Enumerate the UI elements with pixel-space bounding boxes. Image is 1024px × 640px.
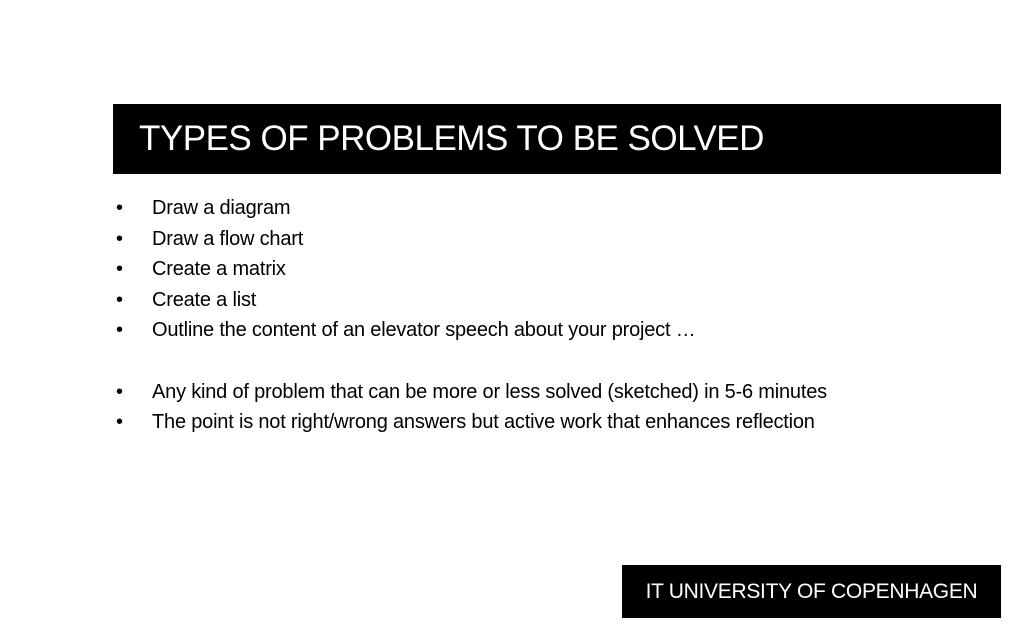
bullet-icon: • xyxy=(116,197,123,219)
list-item xyxy=(113,377,893,408)
slide-title: TYPES OF PROBLEMS TO BE SOLVED xyxy=(139,119,764,158)
bullet-icon: • xyxy=(116,411,123,434)
list-item xyxy=(113,224,893,255)
list-item xyxy=(113,315,893,346)
title-bar xyxy=(113,104,1001,174)
bullet-icon: • xyxy=(116,380,123,403)
list-item xyxy=(113,407,893,438)
list-item-text: Outline the content of an elevator speech about your project … xyxy=(152,319,696,342)
footer-logo-box xyxy=(622,565,1001,618)
list-item-text: Create a matrix xyxy=(152,258,286,281)
bullet-icon: • xyxy=(116,258,123,281)
list-item xyxy=(113,285,893,316)
bullet-icon: • xyxy=(116,227,123,250)
list-item xyxy=(113,193,893,224)
bullet-list xyxy=(113,193,893,438)
list-spacer xyxy=(113,346,893,377)
footer-institution: IT UNIVERSITY OF COPENHAGEN xyxy=(645,579,978,603)
list-item xyxy=(113,254,893,285)
list-item-text: Draw a flow chart xyxy=(152,227,304,250)
bullet-icon: • xyxy=(116,288,123,311)
list-item-text: Create a list xyxy=(152,288,257,311)
list-item-text: Any kind of problem that can be more or less solved (sketched) in 5-6 minutes xyxy=(152,380,827,403)
list-item-text: The point is not right/wrong answers but active work that enhances reflection xyxy=(152,411,815,434)
bullet-icon: • xyxy=(116,319,123,342)
list-item-text: Draw a diagram xyxy=(152,197,291,219)
